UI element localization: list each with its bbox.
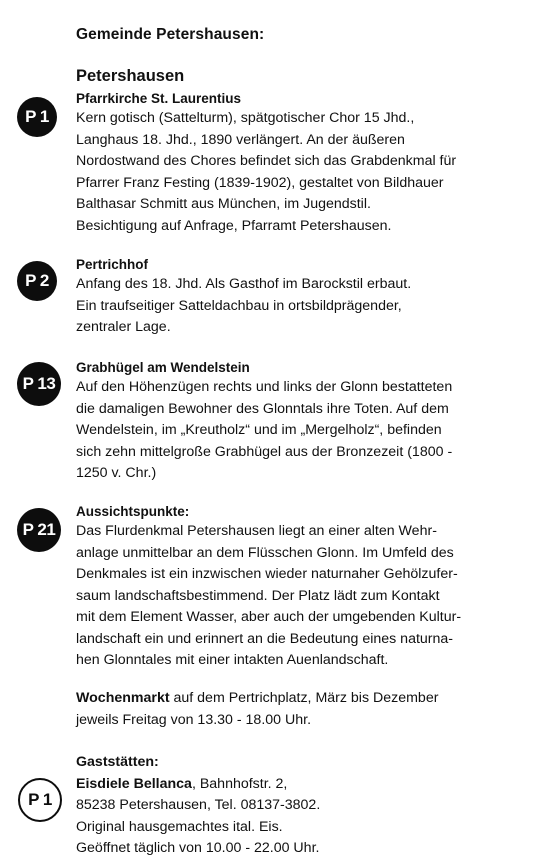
market-line <box>76 688 516 710</box>
poi-badge-p1: P 1 <box>17 97 57 137</box>
entry-line: die damaligen Bewohner des Glonntals ihre Toten. Auf dem <box>76 400 449 417</box>
entry-line: Balthasar Schmitt aus München, im Jugendstil. <box>76 196 371 212</box>
entry-pertrichhof <box>76 255 516 339</box>
market-info <box>76 688 516 731</box>
entry-line: Auf den Höhenzügen rechts und links der Glonn bestatteten <box>76 379 453 395</box>
entry-line: Pfarrer Franz Festing (1839-1902), gestaltet von Bildhauer <box>76 174 444 191</box>
gastro-heading: Gaststätten: <box>76 754 159 770</box>
entry-heading: Grabhügel am Wendelstein <box>76 360 250 375</box>
market-label: Wochenmarkt <box>76 690 170 706</box>
gastro-section <box>76 752 516 860</box>
poi-badge-gastro-p1: P 1 <box>18 778 62 822</box>
page-title: Gemeinde Petershausen: <box>76 26 265 43</box>
entry-body <box>76 521 516 672</box>
entry-line: hen Glonntales mit einer intakten Auenlandschaft. <box>76 652 389 668</box>
gastro-name: Eisdiele Bellanca <box>76 775 192 792</box>
market-text: auf dem Pertrichplatz, März bis Dezember <box>169 690 439 706</box>
entry-line: landschaft ein und erinnert an die Bedeutung eines naturna- <box>76 630 454 647</box>
entry-line: saum landschaftsbestimmend. Der Platz lädt zum Kontakt <box>76 587 440 604</box>
place-heading: Petershausen <box>76 67 185 85</box>
entry-line: zentraler Lage. <box>76 319 171 335</box>
poi-badge-p21: P 21 <box>17 508 61 552</box>
entry-line: Langhaus 18. Jhd., 1890 verlängert. An der äußeren <box>76 131 405 148</box>
entry-line: Das Flurdenkmal Petershausen liegt an einer alten Wehr- <box>76 523 437 539</box>
entry-body <box>76 108 516 237</box>
entry-heading: Aussichtspunkte: <box>76 504 190 519</box>
entry-aussichtspunkte <box>76 502 516 672</box>
gastro-line: 85238 Petershausen, Tel. 08137-3802. <box>76 797 321 813</box>
entry-heading: Pertrichhof <box>76 257 149 272</box>
gastro-street: , Bahnhofstr. 2, <box>191 775 288 792</box>
gastro-line: Original hausgemachtes ital. Eis. <box>76 818 283 835</box>
gastro-line: Geöffnet täglich von 10.00 - 22.00 Uhr. <box>76 840 320 856</box>
entry-grabhuegel <box>76 358 516 485</box>
entry-line: Anfang des 18. Jhd. Als Gasthof im Barockstil erbaut. <box>76 276 412 292</box>
market-hours: jeweils Freitag von 13.30 - 18.00 Uhr. <box>76 711 312 728</box>
entry-line: mit dem Element Wasser, aber auch der umgebenden Kultur- <box>76 609 462 625</box>
entry-line: 1250 v. Chr.) <box>76 465 157 481</box>
entry-line: Besichtigung auf Anfrage, Pfarramt Petershausen. <box>76 217 392 234</box>
entry-pfarrkirche <box>76 89 516 237</box>
entry-heading: Pfarrkirche St. Laurentius <box>76 91 242 106</box>
gastro-name-line <box>76 774 516 796</box>
entry-line: Denkmales ist ein inzwischen wieder naturnaher Gehölzufer- <box>76 566 458 582</box>
entry-line: sich zehn mittelgroße Grabhügel aus der Bronzezeit (1800 - <box>76 443 453 460</box>
entry-body <box>76 377 516 485</box>
entry-line: Nordostwand des Chores befindet sich das Grabdenkmal für <box>76 153 457 169</box>
entry-body <box>76 274 516 339</box>
poi-badge-p13: P 13 <box>17 362 61 406</box>
entry-line: Wendelstein, im „Kreutholz“ und im „Mergelholz“, befinden <box>76 422 442 438</box>
entry-line: Ein traufseitiger Satteldachbau in ortsbildprägender, <box>76 297 402 314</box>
poi-badge-p2: P 2 <box>17 261 57 301</box>
entry-line: anlage unmittelbar an dem Flüsschen Glonn. Im Umfeld des <box>76 544 454 561</box>
entry-line: Kern gotisch (Sattelturm), spätgotischer Chor 15 Jhd., <box>76 110 415 126</box>
